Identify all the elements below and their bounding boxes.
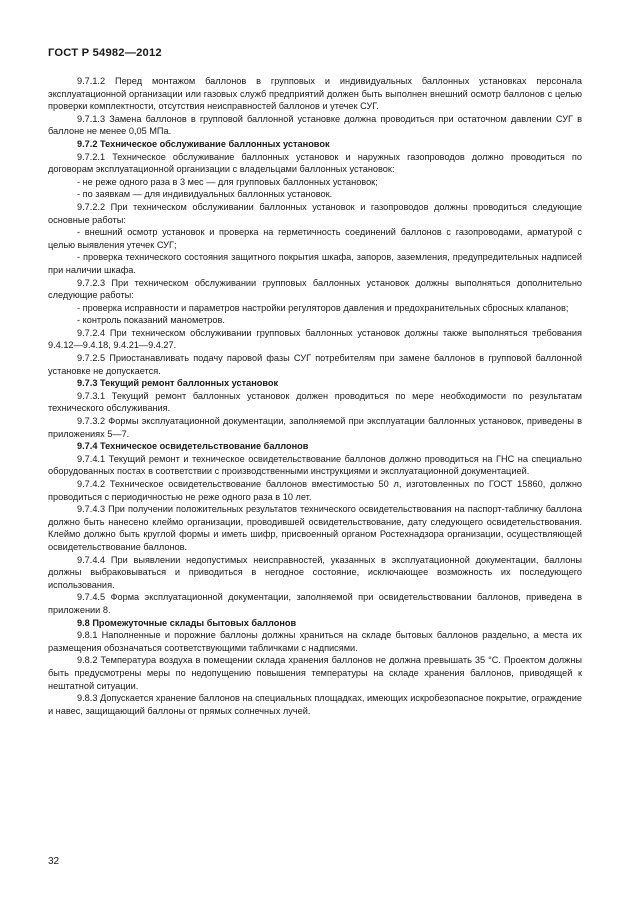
page-number: 32 (48, 856, 60, 867)
paragraph: 9.7.2.3 При техническом обслуживании групповых баллонных установок должны выполняться дополнительно следующие работы: (48, 277, 582, 301)
document-header: ГОСТ Р 54982—2012 (48, 47, 162, 59)
section-heading: 9.7.2 Техническое обслуживание баллонных установок (77, 138, 330, 149)
section-heading: 9.7.4 Техническое освидетельствование баллонов (77, 441, 309, 452)
paragraph: 9.7.2.5 Приостанавливать подачу паровой фазы СУГ потребителям при замене баллонов в групповой баллонной установке не допускается. (48, 353, 582, 376)
paragraph: - проверка технического состояния защитного покрытия шкафа, запоров, заземления, предупредительных надписей при наличии шкафа. (48, 252, 582, 275)
paragraph: 9.7.4.3 При получении положительных результатов технического освидетельствования на паспорт-табличку баллона должно быть нанесено клеймо организации, проводившей освидетельствование, дату следующего освидетельствования. Клеймо должно быть круглой формы и иметь шифр, присвоенный органом Ростехнадзора организации, осуществляющей освидетельствование баллонов. (48, 504, 582, 552)
paragraph: 9.7.2.2 При техническом обслуживании баллонных установок и газопроводов должны проводиться следующие основные работы: (48, 201, 582, 225)
paragraph: - проверка исправности и параметров настройки регуляторов давления и предохранительных сбросных клапанов; (77, 302, 569, 313)
paragraph: 9.8.1 Наполненные и порожние баллоны должны храниться на складе бытовых баллонов раздельно, а места их размещения обозначаться соответствующими табличками с надписями. (48, 630, 582, 653)
paragraph: - внешний осмотр установок и проверка на герметичность соединений баллонов с газопроводами, арматурой с целью выявления утечек СУГ; (48, 227, 582, 250)
paragraph: 9.7.2.4 При техническом обслуживании групповых баллонных установок должны также выполняться требования 9.4.12—9.4.18, 9.4.21—9.4.27. (48, 327, 582, 351)
paragraph: 9.8.2 Температура воздуха в помещении склада хранения баллонов не должна превышать 35 °С. Проектом должны быть предусмотрены меры по недопущению повышения температуры на складе хранения баллонов, приводящей к нештатной ситуации. (48, 655, 582, 691)
paragraph: 9.7.3.1 Текущий ремонт баллонных установок должен проводиться по мере необходимости по результатам технического обслуживания. (48, 390, 582, 414)
paragraph: 9.7.1.3 Замена баллонов в групповой баллонной установке должна проводиться при остаточном давлении СУГ в баллоне не менее 0,05 МПа. (48, 113, 582, 137)
paragraph: - по заявкам — для индивидуальных баллонных установок. (77, 189, 333, 200)
paragraph: 9.7.4.5 Форма эксплуатационной документации, заполняемой при освидетельствовании баллонов, приведена в приложении 8. (48, 592, 582, 615)
paragraph: 9.8.3 Допускается хранение баллонов на специальных площадках, имеющих искробезопасное покрытие, ограждение и навес, защищающий баллоны от прямых солнечных лучей. (48, 693, 582, 716)
paragraph: 9.7.4.1 Текущий ремонт и техническое освидетельствование баллонов должно проводиться на ГНС на специально оборудованных постах в соответствии с производственными инструкциями и эксплуатационной документацией. (48, 453, 582, 477)
paragraph: 9.7.3.2 Формы эксплуатационной документации, заполняемой при эксплуатации баллонных установок, приведены в приложениях 5—7. (48, 416, 582, 439)
section-heading: 9.8 Промежуточные склады бытовых баллонов (77, 617, 297, 628)
paragraph: 9.7.4.2 Техническое освидетельствование баллонов вместимостью 50 л, изготовленных по ГОСТ 15860, должно проводиться с периодичностью не реже одного раза в 10 лет. (48, 479, 582, 502)
paragraph: 9.7.2.1 Техническое обслуживание баллонных установок и наружных газопроводов должно проводиться по договорам эксплуатационной организации с владельцами баллонных установок: (48, 151, 582, 175)
paragraph: - контроль показаний манометров. (77, 315, 225, 326)
paragraph: 9.7.1.2 Перед монтажом баллонов в групповых и индивидуальных баллонных установках персонала эксплуатационной организации или газовых служб предприятий должен быть выполнен внешний осмотр баллонов с целью проверки комплектности, отсутствия неисправностей баллонов и утечек СУГ. (48, 76, 582, 112)
document-body (48, 75, 582, 717)
section-heading: 9.7.3 Текущий ремонт баллонных установок (77, 378, 279, 389)
paragraph: 9.7.4.4 При выявлении недопустимых неисправностей, указанных в эксплуатационной документации, баллоны должны выбраковываться и приводиться в негодное состояние, исключающее возможность их последующего использования. (48, 554, 582, 590)
paragraph: - не реже одного раза в 3 мес — для групповых баллонных установок; (77, 176, 378, 187)
